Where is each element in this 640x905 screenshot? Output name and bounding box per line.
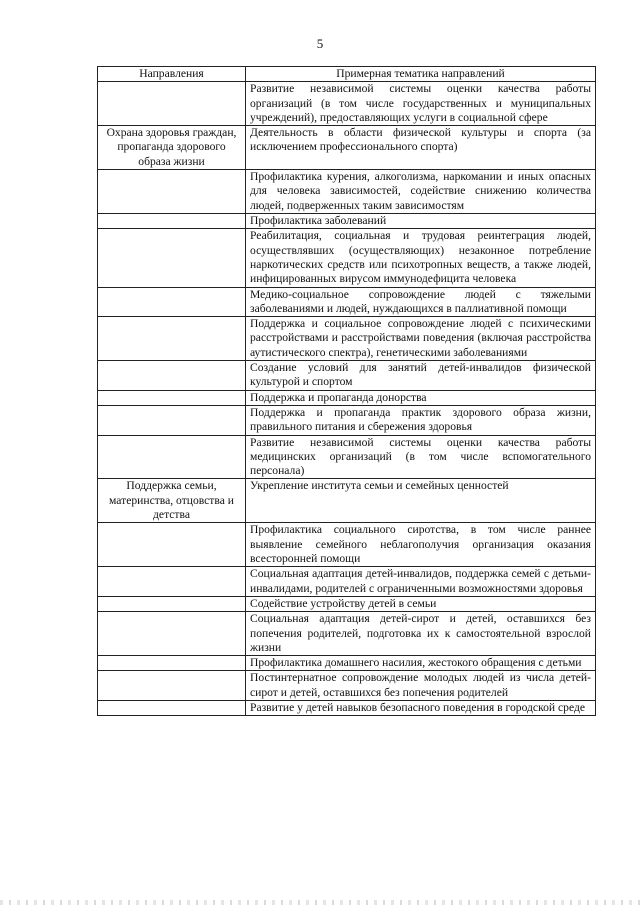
table-row xyxy=(98,287,596,317)
direction-cell xyxy=(98,229,246,287)
header-directions: Направления xyxy=(98,67,246,82)
topic-cell: Деятельность в области физической культуры и спорта (за исключением профессионального спорта) xyxy=(246,126,596,170)
directions-table xyxy=(97,66,596,716)
topic-cell: Поддержка и социальное сопровождение людей с психическими расстройствами и расстройствами поведения (включая расстройства аутистического спектра), генетическими заболеваниями xyxy=(246,317,596,361)
table-row xyxy=(98,170,596,214)
table-row xyxy=(98,567,596,597)
topic-cell: Социальная адаптация детей-инвалидов, поддержка семей с детьми-инвалидами, родителей с ограниченными возможностями здоровья xyxy=(246,567,596,597)
direction-cell xyxy=(98,405,246,435)
table-row xyxy=(98,126,596,170)
direction-cell xyxy=(98,596,246,611)
topic-cell: Укрепление института семьи и семейных ценностей xyxy=(246,479,596,523)
table-header-row xyxy=(98,67,596,82)
topic-cell: Профилактика социального сиротства, в том числе раннее выявление семейного неблагополучия организация оказания всесторонней помощи xyxy=(246,523,596,567)
topic-cell: Медико-социальное сопровождение людей с тяжелыми заболеваниями и людей, нуждающихся в паллиативной помощи xyxy=(246,287,596,317)
topic-cell: Профилактика заболеваний xyxy=(246,214,596,229)
direction-cell xyxy=(98,612,246,656)
direction-cell xyxy=(98,390,246,405)
table-row xyxy=(98,700,596,715)
topic-cell: Создание условий для занятий детей-инвалидов физической культурой и спортом xyxy=(246,361,596,391)
topic-cell: Профилактика курения, алкоголизма, наркомании и иных опасных для человека зависимостей, содействие снижению количества людей, подверженных таким зависимостям xyxy=(246,170,596,214)
table-row xyxy=(98,671,596,701)
topic-cell: Содействие устройству детей в семьи xyxy=(246,596,596,611)
direction-cell xyxy=(98,700,246,715)
scan-edge-artifact xyxy=(0,900,640,905)
table-row xyxy=(98,405,596,435)
direction-cell xyxy=(98,523,246,567)
table-row xyxy=(98,596,596,611)
table-row xyxy=(98,317,596,361)
topic-cell: Реабилитация, социальная и трудовая реинтеграция людей, осуществлявших (осуществляющих) незаконное потребление наркотических средств или психотропных веществ, а также людей, инфицированных вирусом иммунодефицита человека xyxy=(246,229,596,287)
direction-cell: Поддержка семьи, материнства, отцовства и детства xyxy=(98,479,246,523)
table-row xyxy=(98,214,596,229)
table-row xyxy=(98,612,596,656)
topic-cell: Развитие у детей навыков безопасного поведения в городской среде xyxy=(246,700,596,715)
header-topics: Примерная тематика направлений xyxy=(246,67,596,82)
topic-cell: Профилактика домашнего насилия, жестокого обращения с детьми xyxy=(246,656,596,671)
direction-cell xyxy=(98,361,246,391)
direction-cell xyxy=(98,435,246,479)
table-row xyxy=(98,229,596,287)
direction-cell xyxy=(98,214,246,229)
topic-cell: Социальная адаптация детей-сирот и детей, оставшихся без попечения родителей, подготовка их к самостоятельной взрослой жизни xyxy=(246,612,596,656)
table-row xyxy=(98,361,596,391)
table-row xyxy=(98,656,596,671)
topic-cell: Развитие независимой системы оценки качества работы организаций (в том числе государственных и муниципальных учреждений), предоставляющих услуги в социальной сфере xyxy=(246,82,596,126)
direction-cell xyxy=(98,287,246,317)
direction-cell xyxy=(98,671,246,701)
direction-cell xyxy=(98,170,246,214)
table-row xyxy=(98,479,596,523)
direction-cell xyxy=(98,82,246,126)
direction-cell xyxy=(98,656,246,671)
table-row xyxy=(98,523,596,567)
table-row xyxy=(98,435,596,479)
direction-cell xyxy=(98,567,246,597)
table-row xyxy=(98,82,596,126)
topic-cell: Развитие независимой системы оценки качества работы медицинских организаций (в том числе вспомогательного персонала) xyxy=(246,435,596,479)
topic-cell: Поддержка и пропаганда донорства xyxy=(246,390,596,405)
table-row xyxy=(98,390,596,405)
direction-cell: Охрана здоровья граждан, пропаганда здорового образа жизни xyxy=(98,126,246,170)
direction-cell xyxy=(98,317,246,361)
topic-cell: Поддержка и пропаганда практик здорового образа жизни, правильного питания и сбережения здоровья xyxy=(246,405,596,435)
page-number: 5 xyxy=(316,36,324,51)
topic-cell: Постинтернатное сопровождение молодых людей из числа детей-сирот и детей, оставшихся без попечения родителей xyxy=(246,671,596,701)
